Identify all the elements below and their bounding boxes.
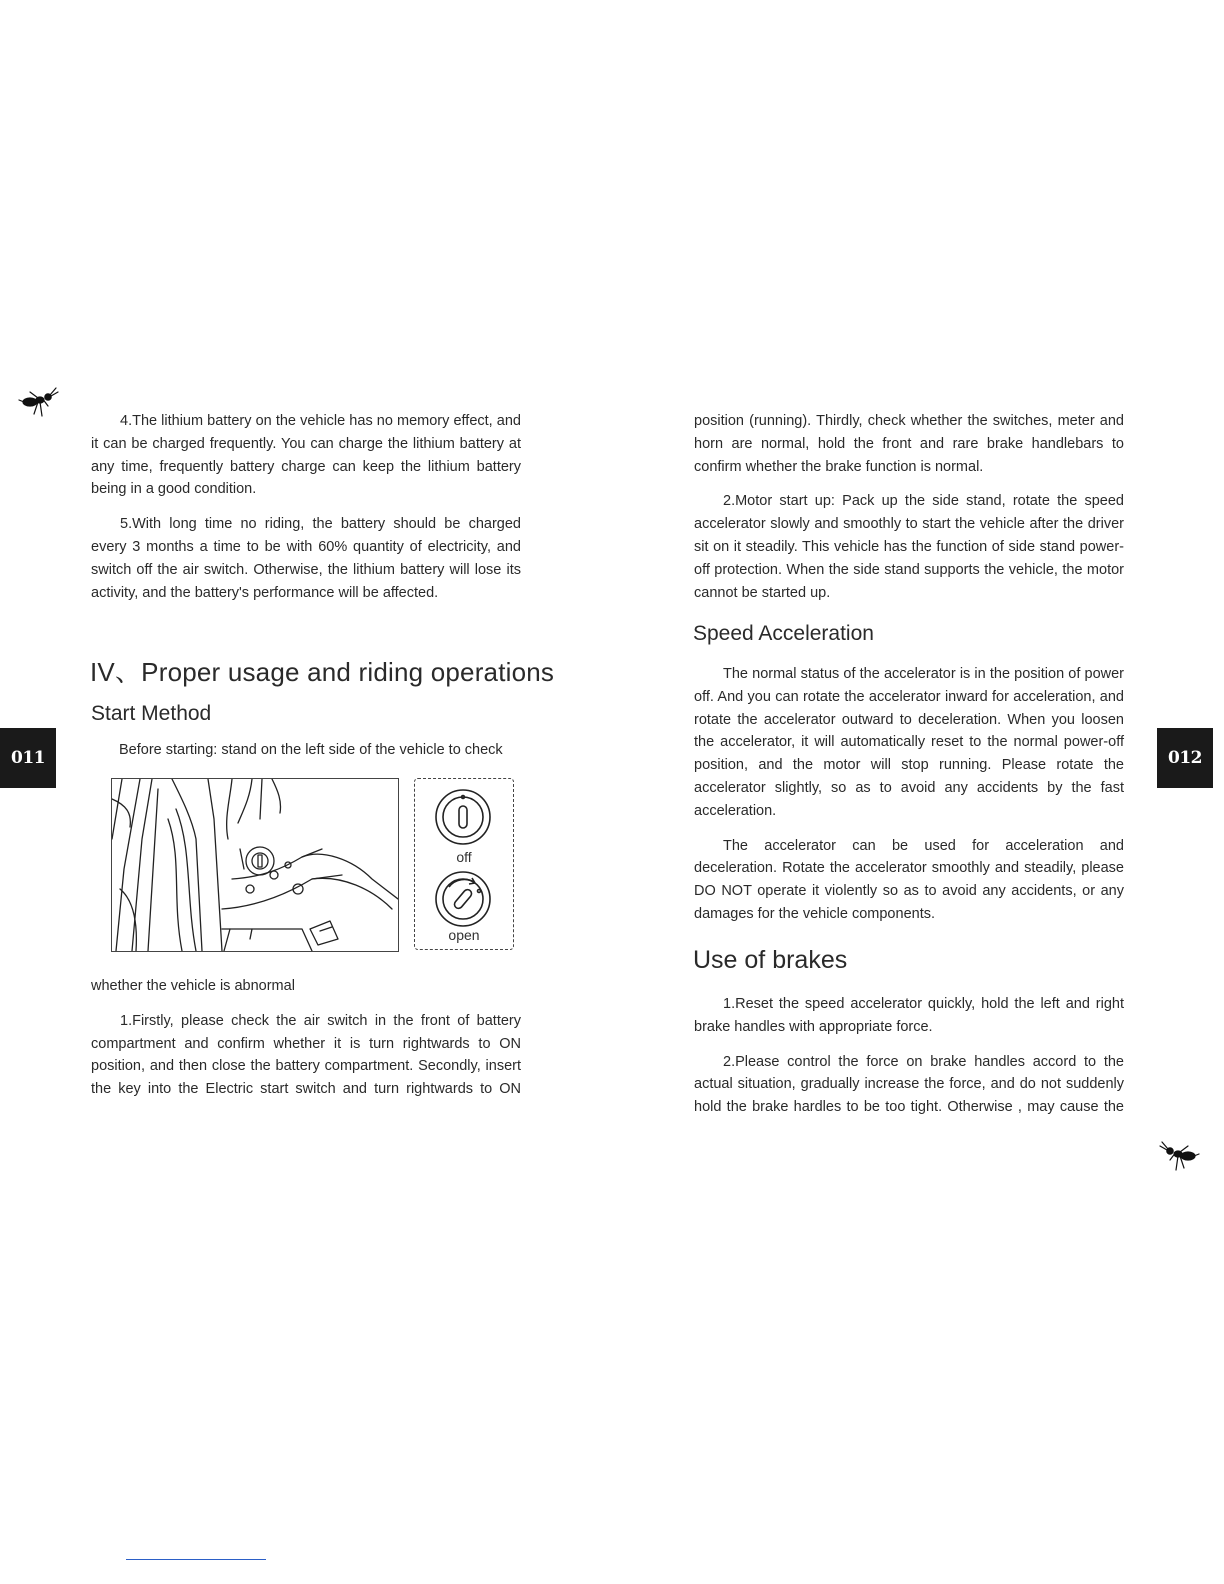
bottom-rule [126, 1559, 266, 1560]
paragraph-position-running: position (running). Thirdly, check whether the switches, meter and horn are normal, hold the front and rare brake handlebars to confirm whether the brake function is normal. [694, 413, 1124, 475]
paragraph-battery-memory: 4.The lithium battery on the vehicle has no memory effect, and it can be charged frequently. You can charge the lithium battery at any time, frequently battery charge can keep the lithium battery being in a good condition. [91, 413, 521, 498]
section-title: IV、Proper usage and riding operations [90, 657, 555, 687]
page-number-right: 012 [1168, 748, 1202, 768]
paragraph-battery-storage: 5.With long time no riding, the battery should be charged every 3 months a time to be with 60% quantity of electricity, and switch off the air switch. Otherwise, the lithium battery will lose its activity, and the battery's performance will be affected. [91, 516, 521, 601]
right-column-bottom [694, 993, 1124, 1131]
left-column-top [91, 410, 521, 616]
ant-logo-icon [1158, 1140, 1200, 1172]
key-label-off: off [456, 849, 472, 865]
page-number-tab-right [1157, 728, 1213, 788]
paragraph-accelerator-status: The normal status of the accelerator is in the position of power off. And you can rotate the accelerator inward for acceleration, and rotate the accelerator outward to deceleration. When you loosen the accelerator, it will automatically reset to the normal power-off position, and the motor will stop running. Please rotate the accelerator slightly, so as to avoid any accidents by the fast acceleration. [694, 666, 1124, 819]
paragraph-brakes-reset: 1.Reset the speed accelerator quickly, hold the left and right brake handles with appropriate force. [694, 996, 1124, 1035]
paragraph-abnormal: whether the vehicle is abnormal [91, 978, 295, 994]
paragraph-accelerator-usage: The accelerator can be used for acceleration and deceleration. Rotate the accelerator smoothly and steadily, please DO NOT operate it violently so as to avoid any accidents, or any damages for the vehicle components. [694, 837, 1124, 922]
key-open-icon [433, 869, 493, 929]
left-column-bottom [91, 975, 521, 1113]
page-number-tab-left [0, 728, 56, 788]
subheading-speed-acceleration: Speed Acceleration [693, 622, 874, 645]
right-column-top [694, 410, 1124, 616]
right-column-middle [694, 663, 1124, 938]
subheading-start-method: Start Method [91, 702, 212, 725]
ant-logo-icon [18, 386, 60, 418]
subheading-use-of-brakes: Use of brakes [693, 946, 848, 974]
paragraph-firstly: 1.Firstly, please check the air switch in the front of battery compartment and confirm whether it is turn rightwards to ON position, and then close the battery compartment. Secondly, insert the key into the Electric start switch and turn rightwards to ON [91, 1012, 521, 1098]
paragraph-motor-start: 2.Motor start up: Pack up the side stand, rotate the speed accelerator slowly and smoothly to start the vehicle after the driver sit on it steadily. This vehicle has the function of side stand power-off protection. When the side stand supports the vehicle, the motor cannot be started up. [694, 493, 1124, 601]
key-positions-inset [414, 778, 514, 950]
key-off-icon [433, 787, 493, 847]
ignition-switch-illustration [111, 778, 399, 952]
key-label-open: open [448, 927, 480, 943]
paragraph-brakes-force: 2.Please control the force on brake handles accord to the actual situation, gradually increase the force, and do not suddenly hold the brake hardles to be too tight. Otherwise , may cause the [694, 1053, 1124, 1116]
page-number-left: 011 [11, 748, 45, 768]
before-starting-line: Before starting: stand on the left side of the vehicle to check [119, 742, 503, 758]
